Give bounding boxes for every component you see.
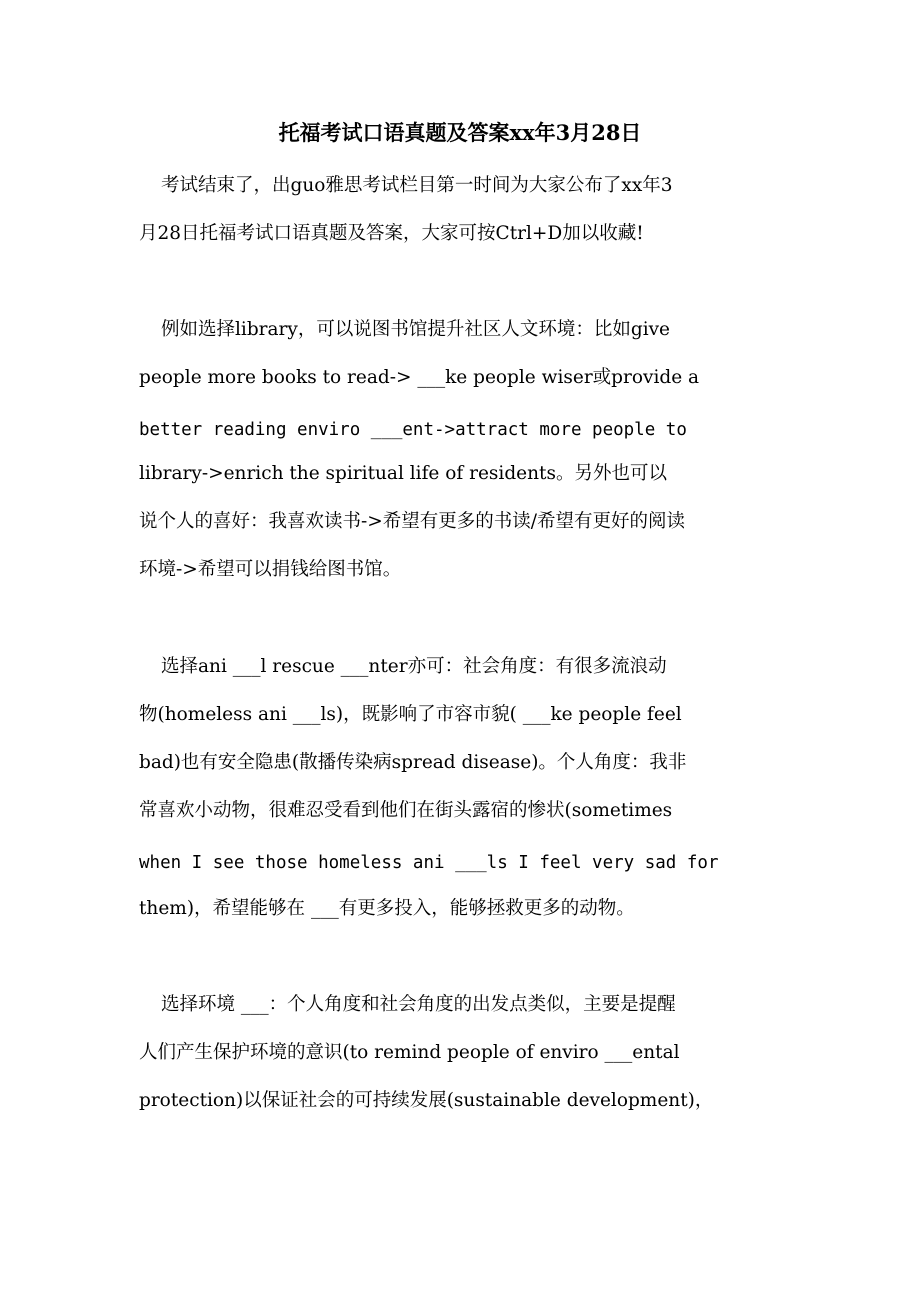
library-line-1: 例如选择library，可以说图书馆提升社区人文环境：比如give: [161, 319, 671, 340]
animal-line-4: 常喜欢小动物，很难忍受看到他们在街头露宿的惨状(sometimes: [139, 800, 673, 821]
document-title: 托福考试口语真题及答案xx年3月28日: [278, 120, 642, 145]
library-line-3: better reading enviro ___ent->attract more people to: [139, 420, 687, 440]
environment-line-1: 选择环境 ___：个人角度和社会角度的出发点类似，主要是提醒: [161, 994, 676, 1015]
library-line-6: 环境->希望可以捐钱给图书馆。: [139, 559, 402, 580]
animal-line-5: when I see those homeless ani ___ls I feel very sad for: [139, 853, 719, 873]
animal-line-1: 选择ani ___l rescue ___nter亦可：社会角度：有很多流浪动: [161, 656, 667, 677]
library-line-4: library->enrich the spiritual life of residents。另外也可以: [139, 463, 667, 484]
animal-line-2: 物(homeless ani ___ls)，既影响了市容市貌( ___ke people feel: [139, 704, 682, 725]
animal-line-6: them)，希望能够在 ___有更多投入，能够拯救更多的动物。: [139, 898, 635, 919]
intro-line-1: 考试结束了，出guo雅思考试栏目第一时间为大家公布了xx年3: [161, 175, 673, 196]
animal-line-3: bad)也有安全隐患(散播传染病spread disease)。个人角度：我非: [139, 752, 687, 773]
intro-line-2: 月28日托福考试口语真题及答案，大家可按Ctrl+D加以收藏!: [139, 223, 644, 244]
environment-line-3: protection)以保证社会的可持续发展(sustainable development)，: [139, 1090, 714, 1111]
library-line-2: people more books to read-> ___ke people wiser或provide a: [139, 367, 700, 388]
environment-line-2: 人们产生保护环境的意识(to remind people of enviro ___ental: [139, 1042, 680, 1063]
library-line-5: 说个人的喜好：我喜欢读书->希望有更多的书读/希望有更好的阅读: [139, 511, 685, 532]
